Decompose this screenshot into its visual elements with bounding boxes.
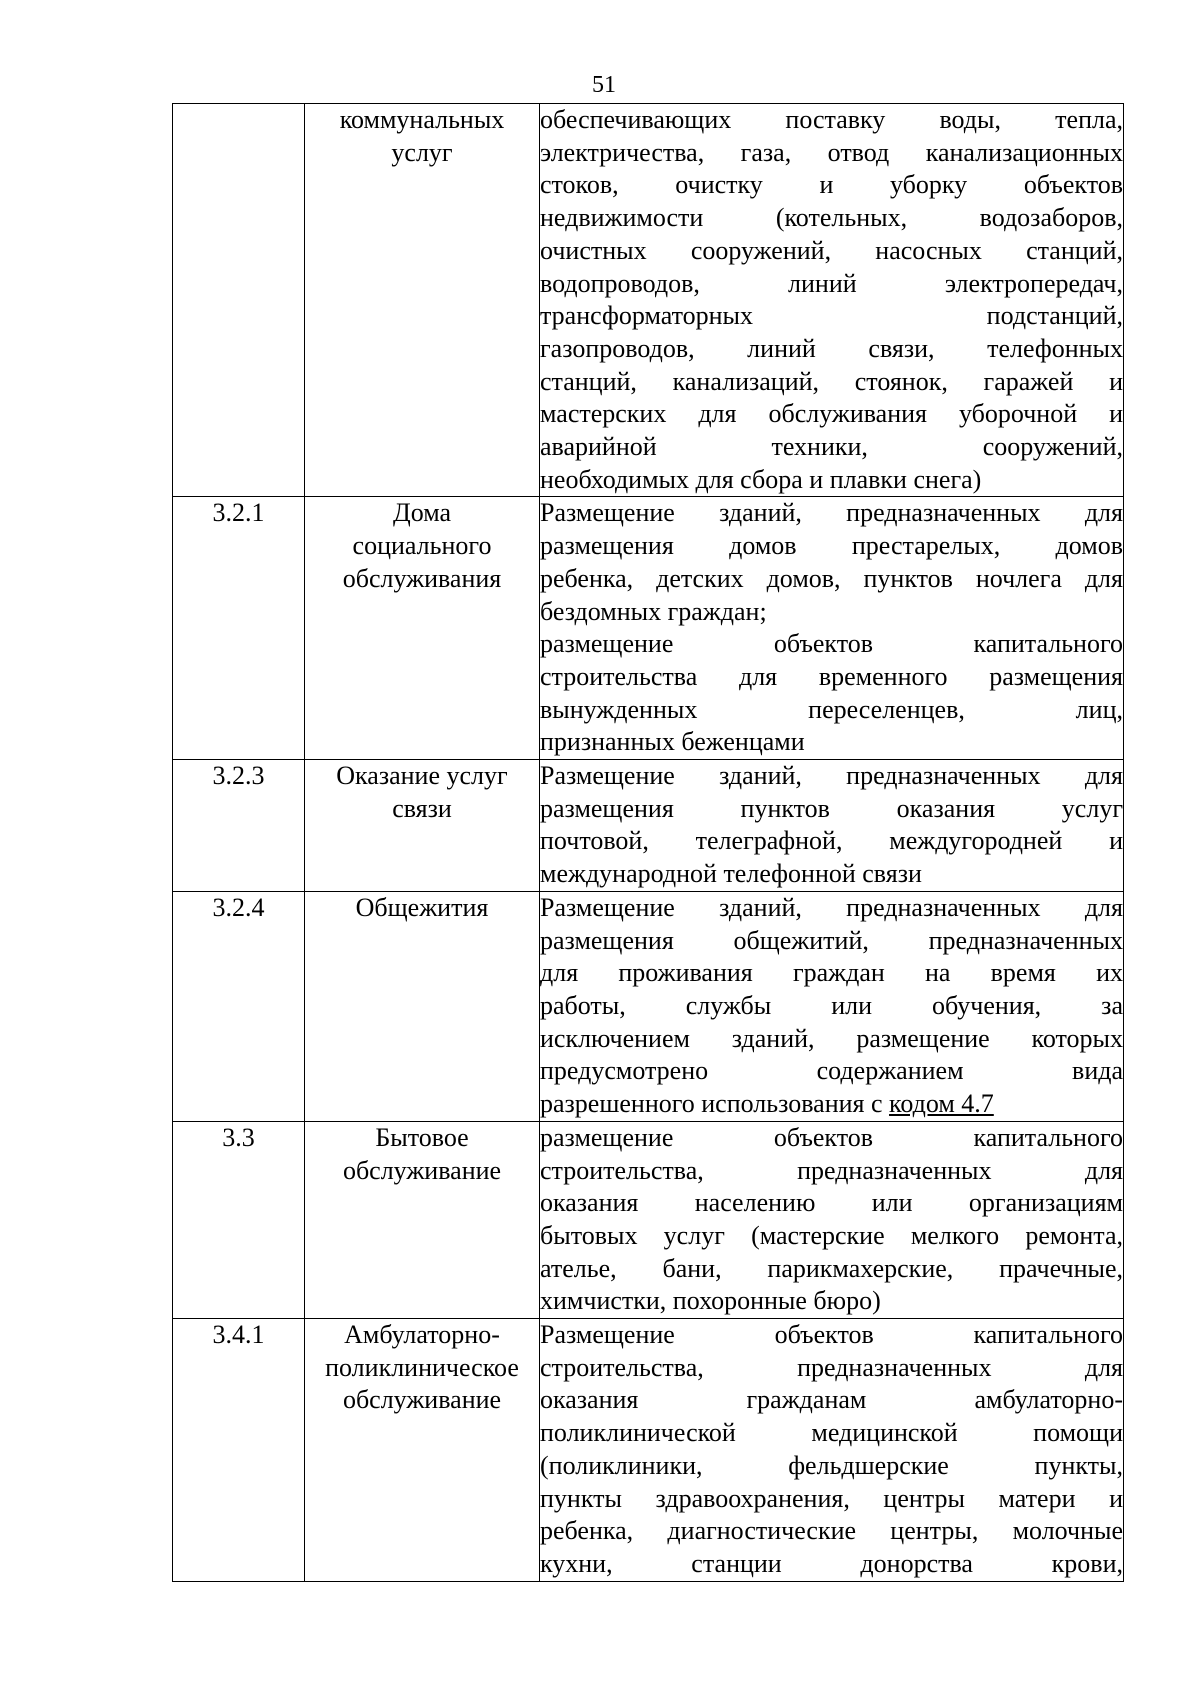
- row-code: 3.2.4: [173, 891, 305, 1121]
- desc-line: Размещение зданий, предназначенных для: [540, 498, 1123, 528]
- desc-line: пункты здравоохранения, центры матери и: [540, 1483, 1123, 1513]
- desc-line: электричества, газа, отвод канализационных: [540, 137, 1123, 167]
- table-row: [173, 497, 1124, 760]
- name-line: Бытовое: [375, 1122, 469, 1152]
- desc-line: ателье, бани, парикмахерские, прачечные,: [540, 1253, 1123, 1283]
- row-description: [540, 1319, 1124, 1582]
- row-code: 3.2.3: [173, 760, 305, 892]
- desc-line: необходимых для сбора и плавки снега): [540, 464, 982, 494]
- name-line: поликлиническое: [325, 1352, 519, 1382]
- name-line: Общежития: [355, 892, 489, 922]
- row-description: [540, 891, 1124, 1121]
- row-description: [540, 104, 1124, 497]
- name-line: связи: [392, 793, 452, 823]
- name-line: обслуживание: [342, 1385, 502, 1415]
- desc-line: [540, 1088, 1123, 1121]
- name-line: социального: [352, 531, 492, 561]
- desc-line: ребенка, диагностические центры, молочные: [540, 1516, 1123, 1546]
- desc-line: почтовой, телеграфной, междугородней и: [540, 826, 1123, 856]
- desc-line: мастерских для обслуживания уборочной и: [540, 399, 1123, 429]
- desc-line: оказания гражданам амбулаторно-: [540, 1385, 1123, 1415]
- desc-line: размещения общежитий, предназначенных: [540, 925, 1123, 955]
- page-number: 51: [592, 72, 616, 98]
- name-line: Оказание услуг: [336, 761, 508, 791]
- name-line: обслуживания: [342, 563, 502, 593]
- desc-line: бытовых услуг (мастерские мелкого ремонта,: [540, 1220, 1123, 1250]
- desc-line-text: разрешенного использования с: [540, 1089, 890, 1119]
- desc-line: строительства для временного размещения: [540, 661, 1123, 691]
- table-row: [173, 1319, 1124, 1582]
- row-code: 3.4.1: [173, 1319, 305, 1582]
- desc-line: исключением зданий, размещение которых: [540, 1023, 1123, 1053]
- desc-line: химчистки, похоронные бюро): [540, 1286, 881, 1316]
- row-code: [173, 104, 305, 497]
- name-line: Амбулаторно-: [344, 1320, 500, 1350]
- desc-line: ребенка, детских домов, пунктов ночлега для: [540, 563, 1123, 593]
- desc-line: недвижимости (котельных, водозаборов,: [540, 203, 1123, 233]
- desc-line: строительства, предназначенных для: [540, 1352, 1123, 1382]
- desc-line: трансформаторных подстанций,: [540, 301, 1123, 331]
- desc-line: бездомных граждан;: [540, 596, 767, 626]
- desc-line: размещение объектов капитального: [540, 1122, 1123, 1152]
- table-row: [173, 891, 1124, 1121]
- desc-line: стоков, очистку и уборку объектов: [540, 170, 1123, 200]
- row-name: [305, 104, 540, 497]
- desc-line: станций, канализаций, стоянок, гаражей и: [540, 366, 1123, 396]
- row-description: [540, 760, 1124, 892]
- desc-line: международной телефонной связи: [540, 859, 922, 889]
- desc-line: оказания населению или организациям: [540, 1188, 1123, 1218]
- name-line: услуг: [391, 137, 453, 167]
- desc-line: газопроводов, линий связи, телефонных: [540, 333, 1123, 363]
- row-code: 3.2.1: [173, 497, 305, 760]
- row-name: [305, 1121, 540, 1318]
- name-line: коммунальных: [339, 105, 505, 134]
- row-description: [540, 1121, 1124, 1318]
- desc-line: Размещение зданий, предназначенных для: [540, 892, 1123, 922]
- desc-line: строительства, предназначенных для: [540, 1155, 1123, 1185]
- row-code: 3.3: [173, 1121, 305, 1318]
- desc-line: вынужденных переселенцев, лиц,: [540, 694, 1123, 724]
- desc-line: Размещение зданий, предназначенных для: [540, 761, 1123, 791]
- land-use-table: [172, 103, 1124, 1582]
- desc-line: признанных беженцами: [540, 727, 805, 757]
- table-row: [173, 760, 1124, 892]
- desc-line: размещения пунктов оказания услуг: [540, 793, 1123, 823]
- code-reference-link[interactable]: кодом 4.7: [889, 1089, 994, 1119]
- name-line: Дома: [392, 498, 452, 528]
- desc-line: (поликлиники, фельдшерские пункты,: [540, 1450, 1123, 1480]
- desc-line: Размещение объектов капитального: [540, 1320, 1123, 1350]
- row-name: [305, 497, 540, 760]
- row-description: [540, 497, 1124, 760]
- row-name: [305, 891, 540, 1121]
- table-row: [173, 104, 1124, 497]
- row-name: [305, 1319, 540, 1582]
- desc-line: обеспечивающих поставку воды, тепла,: [540, 105, 1123, 134]
- desc-line: кухни, станции донорства крови,: [540, 1548, 1123, 1578]
- desc-line: водопроводов, линий электропередач,: [540, 268, 1123, 298]
- desc-line: аварийной техники, сооружений,: [540, 432, 1123, 462]
- desc-line: размещение объектов капитального: [540, 629, 1123, 659]
- desc-line: для проживания граждан на время их: [540, 958, 1123, 988]
- desc-line: размещения домов престарелых, домов: [540, 531, 1123, 561]
- desc-line: предусмотрено содержанием вида: [540, 1056, 1123, 1086]
- name-line: обслуживание: [342, 1155, 502, 1185]
- desc-line: поликлинической медицинской помощи: [540, 1418, 1123, 1448]
- table-row: [173, 1121, 1124, 1318]
- desc-line: работы, службы или обучения, за: [540, 990, 1123, 1020]
- row-name: [305, 760, 540, 892]
- desc-line: очистных сооружений, насосных станций,: [540, 235, 1123, 265]
